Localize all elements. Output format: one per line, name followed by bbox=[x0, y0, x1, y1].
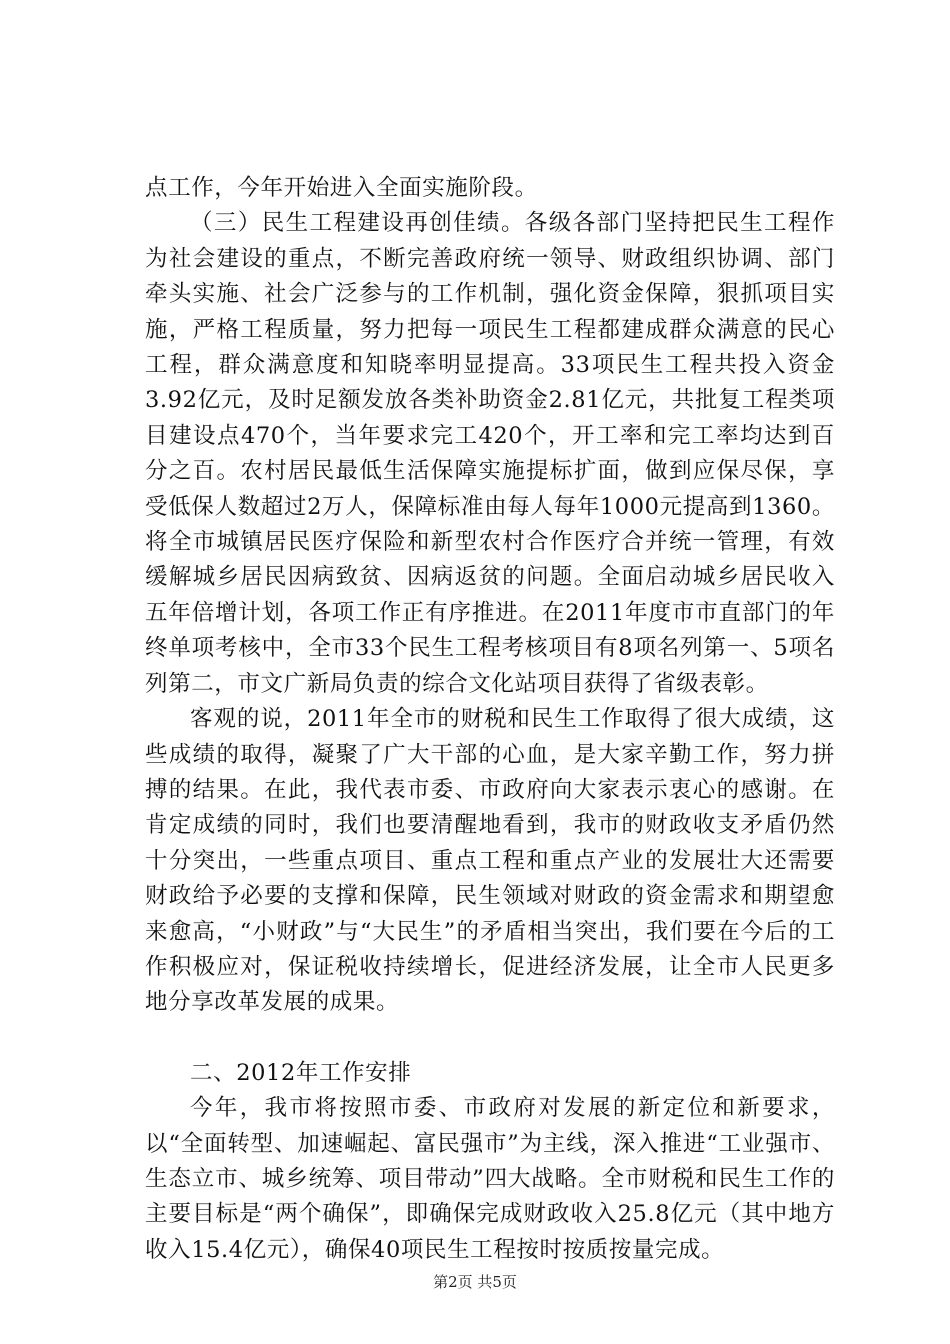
paragraph-2012-goals: 今年，我市将按照市委、市政府对发展的新定位和新要求，以“全面转型、加速崛起、富民强市”为主线，深入推进“工业强市、生态立市、城乡统筹、项目带动”四大战略。全市财税和民生工作的主要目标是“两个确保”，即确保完成财政收入25.8亿元（其中地方收入15.4亿元），确保40项民生工程按时按质按量完成。 bbox=[145, 1095, 835, 1263]
paragraph-livelihood-projects: （三）民生工程建设再创佳绩。各级各部门坚持把民生工程作为社会建设的重点，不断完善政府统一领导、财政组织协调、部门牵头实施、社会广泛参与的工作机制，强化资金保障，狠抓项目实施，严格工程质量，努力把每一项民生工程都建成群众满意的民心工程，群众满意度和知晓率明显提高。33项民生工程共投入资金3.92亿元，及时足额发放各类补助资金2.81亿元，共批复工程类项目建设点470个，当年要求完工420个，开工率和完工率均达到百分之百。农村居民最低生活保障实施提标扩面，做到应保尽保，享受低保人数超过2万人，保障标准由每人每年1000元提高到1360。将全市城镇居民医疗保险和新型农村合作医疗合并统一管理，有效缓解城乡居民因病致贫、因病返贫的问题。全面启动城乡居民收入五年倍增计划，各项工作正有序推进。在2011年度市市直部门的年终单项考核中，全市33个民生工程考核项目有8项名列第一、5项名列第二，市文广新局负责的综合文化站项目获得了省级表彰。 bbox=[145, 210, 835, 697]
paragraph-continuation: 点工作，今年开始进入全面实施阶段。 bbox=[145, 175, 538, 201]
section-heading-2012-plan: 二、2012年工作安排 bbox=[190, 1059, 412, 1086]
page-footer: 第2页 共5页 bbox=[433, 1273, 517, 1291]
paragraph-summary: 客观的说，2011年全市的财税和民生工作取得了很大成绩，这些成绩的取得，凝聚了广大干部的心血，是大家辛勤工作，努力拼搏的结果。在此，我代表市委、市政府向大家表示衷心的感谢。在肯定成绩的同时，我们也要清醒地看到，我市的财政收支矛盾仍然十分突出，一些重点项目、重点工程和重点产业的发展壮大还需要财政给予必要的支撑和保障，民生领域对财政的资金需求和期望愈来愈高，“小财政”与“大民生”的矛盾相当突出，我们要在今后的工作积极应对，保证税收持续增长，促进经济发展，让全市人民更多地分享改革发展的成果。 bbox=[145, 706, 835, 1016]
document-body bbox=[145, 171, 835, 1268]
